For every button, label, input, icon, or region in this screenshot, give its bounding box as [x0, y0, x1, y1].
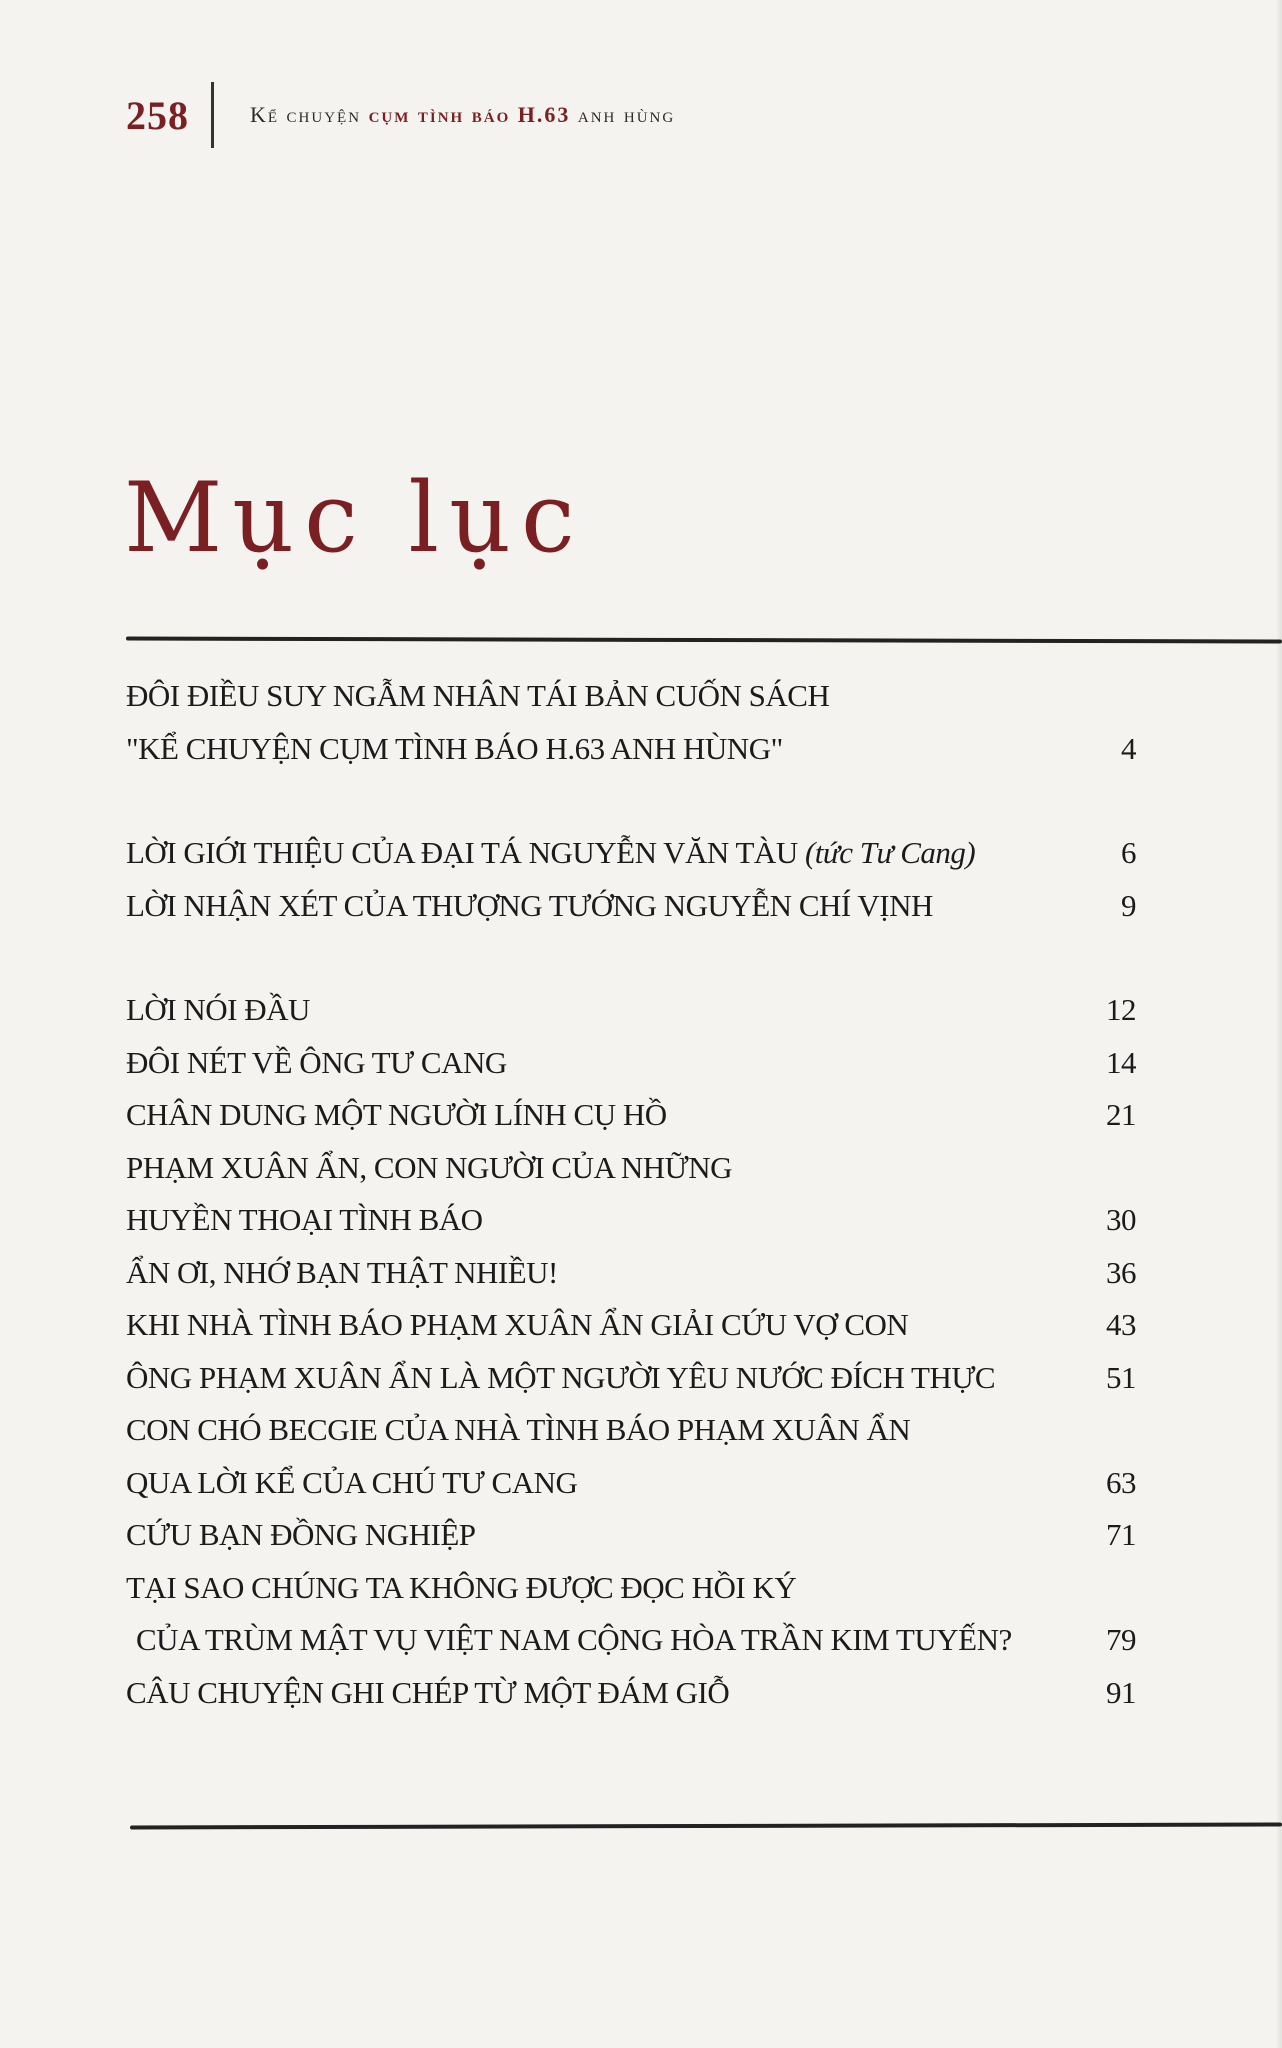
- toc-entry-page: 14: [1106, 1044, 1136, 1080]
- toc-entry-page: 63: [1106, 1464, 1136, 1500]
- toc-entry-page: 9: [1121, 887, 1136, 923]
- toc-entry-line: PHẠM XUÂN ẨN, CON NGƯỜI CỦA NHỮNG: [126, 1149, 732, 1185]
- section-gap: [126, 775, 1136, 827]
- toc-entry[interactable]: [126, 880, 1136, 933]
- toc-entry-line: LỜI GIỚI THIỆU CỦA ĐẠI TÁ NGUYỄN VĂN TÀU: [126, 835, 798, 870]
- page-number: 258: [126, 92, 189, 138]
- toc-entry-page: 91: [1106, 1674, 1136, 1710]
- toc-entry-title: CÂU CHUYỆN GHI CHÉP TỪ MỘT ĐÁM GIỖ: [126, 1674, 730, 1710]
- toc-entry[interactable]: [126, 1089, 1136, 1142]
- toc-entry-title: [126, 1562, 1076, 1667]
- toc-entry-line: TẠI SAO CHÚNG TA KHÔNG ĐƯỢC ĐỌC HỒI KÝ: [126, 1569, 797, 1605]
- toc-entry-title: [126, 1404, 1076, 1509]
- toc-entry-page: 12: [1106, 992, 1136, 1027]
- toc-entry[interactable]: [126, 827, 1136, 880]
- toc-entry[interactable]: [126, 670, 1136, 775]
- toc-entry[interactable]: [126, 1667, 1136, 1720]
- toc-entry-title: [126, 670, 1076, 775]
- toc-entry[interactable]: [126, 1037, 1136, 1090]
- toc-entry-line: HUYỀN THOẠI TÌNH BÁO: [126, 1202, 483, 1237]
- toc-entry-line: ĐÔI ĐIỀU SUY NGẪM NHÂN TÁI BẢN CUỐN SÁCH: [126, 678, 830, 713]
- page-title: Mục lục: [124, 462, 585, 574]
- toc-entry[interactable]: [126, 1404, 1136, 1509]
- toc-entry-page: 36: [1106, 1254, 1136, 1290]
- toc-entry-title: CỨU BẠN ĐỒNG NGHIỆP: [126, 1517, 476, 1552]
- toc-entry-page: 4: [1121, 730, 1136, 766]
- toc-entry-line: CON CHÓ BECGIE CỦA NHÀ TÌNH BÁO PHẠM XUÂN ẨN: [126, 1412, 911, 1447]
- page-header: [126, 80, 675, 150]
- running-title-part-3: H.63: [517, 102, 571, 127]
- toc-entry-page: 30: [1106, 1202, 1136, 1237]
- toc-entry-title: [126, 827, 1076, 880]
- toc-entry-title: KHI NHÀ TÌNH BÁO PHẠM XUÂN ẨN GIẢI CỨU VỢ CON: [126, 1307, 909, 1342]
- section-gap: [126, 932, 1136, 984]
- running-title-part-2: cụm tình báo: [368, 102, 518, 127]
- top-divider: [126, 636, 1282, 643]
- toc-entry-title: CHÂN DUNG MỘT NGƯỜI LÍNH CỤ HỒ: [126, 1097, 667, 1132]
- running-title-part-4: anh hùng: [570, 102, 676, 127]
- running-title-part-1: Kể chuyện: [250, 102, 369, 127]
- bottom-divider: [130, 1822, 1282, 1829]
- toc-entry-line: CỦA TRÙM MẬT VỤ VIỆT NAM CỘNG HÒA TRẦN KIM TUYẾN?: [136, 1622, 1012, 1657]
- toc-entry-title: LỜI NÓI ĐẦU: [126, 992, 310, 1027]
- table-of-contents: [126, 670, 1136, 1719]
- toc-entry[interactable]: [126, 1509, 1136, 1562]
- toc-entry[interactable]: [126, 984, 1136, 1037]
- toc-entry-page: 51: [1106, 1359, 1136, 1395]
- toc-entry-line: QUA LỜI KỂ CỦA CHÚ TƯ CANG: [126, 1464, 578, 1500]
- header-divider: [211, 82, 214, 148]
- toc-entry-page: 79: [1106, 1622, 1136, 1657]
- toc-entry-page: 71: [1106, 1517, 1136, 1552]
- toc-entry-italic-note: (tức Tư Cang): [797, 835, 976, 870]
- toc-entry[interactable]: [126, 1247, 1136, 1300]
- toc-entry[interactable]: [126, 1142, 1136, 1247]
- toc-entry[interactable]: [126, 1562, 1136, 1667]
- toc-entry[interactable]: [126, 1299, 1136, 1352]
- toc-entry-title: ẨN ƠI, NHỚ BẠN THẬT NHIỀU!: [126, 1254, 558, 1290]
- toc-entry-title: ÔNG PHẠM XUÂN ẨN LÀ MỘT NGƯỜI YÊU NƯỚC ĐÍCH THỰC: [126, 1359, 996, 1395]
- running-title: [250, 102, 675, 128]
- toc-entry-page: 6: [1121, 835, 1136, 870]
- toc-entry-title: ĐÔI NÉT VỀ ÔNG TƯ CANG: [126, 1044, 507, 1080]
- toc-entry[interactable]: [126, 1352, 1136, 1405]
- toc-entry-title: LỜI NHẬN XÉT CỦA THƯỢNG TƯỚNG NGUYỄN CHÍ VỊNH: [126, 887, 933, 923]
- toc-entry-line: "KỂ CHUYỆN CỤM TÌNH BÁO H.63 ANH HÙNG": [126, 730, 783, 766]
- toc-entry-page: 43: [1106, 1307, 1136, 1342]
- toc-entry-page: 21: [1106, 1097, 1136, 1132]
- page-edge-shadow: [1276, 0, 1282, 2048]
- toc-entry-title: [126, 1142, 1076, 1247]
